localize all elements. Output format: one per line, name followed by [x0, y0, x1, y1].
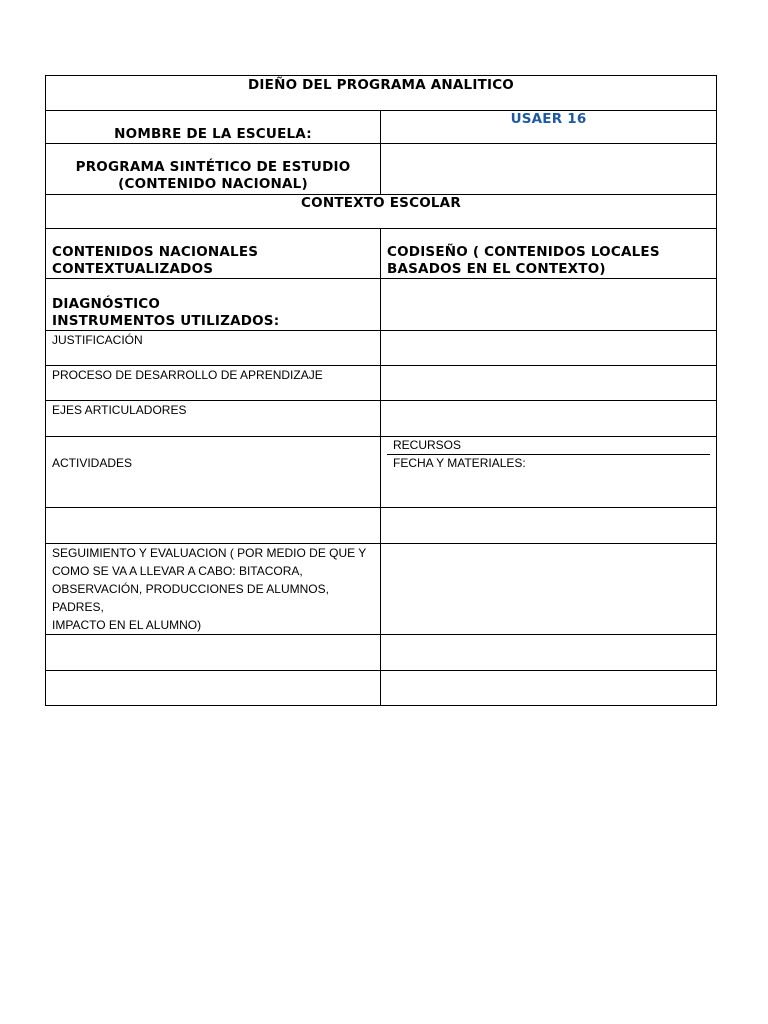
program-row	[46, 144, 717, 195]
codesign-header	[381, 229, 717, 279]
process-label-cell	[46, 366, 381, 401]
activities-label-cell	[46, 437, 381, 508]
justification-label-cell	[46, 331, 381, 366]
axes-label-cell	[46, 401, 381, 437]
analytic-program-form	[45, 75, 716, 706]
school-label-cell	[46, 111, 381, 144]
activities-row	[46, 437, 717, 508]
school-label: NOMBRE DE LA ESCUELA:	[114, 126, 312, 142]
context-heading-text: CONTEXTO ESCOLAR	[301, 195, 461, 211]
national-contents-line2: CONTEXTUALIZADOS	[52, 261, 214, 277]
school-value: USAER 16	[510, 111, 587, 127]
context-row	[46, 195, 717, 229]
program-label-line1: PROGRAMA SINTÉTICO DE ESTUDIO	[75, 159, 351, 175]
followup-line3: OBSERVACIÓN, PRODUCCIONES DE ALUMNOS, PADRES,	[52, 582, 329, 614]
justification-value-cell[interactable]	[381, 331, 717, 366]
diagnostic-line1: DIAGNÓSTICO	[52, 296, 161, 312]
diagnostic-row	[46, 279, 717, 331]
activities-label: ACTIVIDADES	[52, 456, 133, 470]
empty-cell-right-3[interactable]	[381, 671, 717, 706]
codesign-line1: CODISEÑO ( CONTENIDOS LOCALES	[387, 244, 660, 260]
codesign-line2: BASADOS EN EL CONTEXTO)	[387, 261, 606, 277]
followup-line4: IMPACTO EN EL ALUMNO)	[52, 618, 202, 632]
title-row	[46, 76, 717, 111]
national-contents-line1: CONTENIDOS NACIONALES	[52, 244, 259, 260]
resources-subcell[interactable]	[387, 437, 710, 455]
followup-label-cell	[46, 544, 381, 635]
diagnostic-value-cell[interactable]	[381, 279, 717, 331]
date-materials-label: FECHA Y MATERIALES:	[393, 456, 526, 470]
axes-value-cell[interactable]	[381, 401, 717, 437]
program-value-cell[interactable]	[381, 144, 717, 195]
empty-cell-left-1[interactable]	[46, 508, 381, 544]
empty-row-1	[46, 508, 717, 544]
program-label-line2: (CONTENIDO NACIONAL)	[118, 176, 308, 192]
school-value-cell[interactable]	[381, 111, 717, 144]
context-heading	[46, 195, 717, 229]
form-table	[45, 75, 717, 706]
followup-value-cell[interactable]	[381, 544, 717, 635]
program-label-cell	[46, 144, 381, 195]
empty-cell-right-2[interactable]	[381, 635, 717, 671]
empty-cell-left-2[interactable]	[46, 635, 381, 671]
justification-label: JUSTIFICACIÓN	[52, 333, 143, 347]
diagnostic-label-cell	[46, 279, 381, 331]
process-row	[46, 366, 717, 401]
axes-label: EJES ARTICULADORES	[52, 403, 187, 417]
form-title	[46, 76, 717, 111]
justification-row	[46, 331, 717, 366]
empty-cell-right-1[interactable]	[381, 508, 717, 544]
activities-right-cell	[381, 437, 717, 508]
followup-line1: SEGUIMIENTO Y EVALUACION ( POR MEDIO DE QUE Y	[52, 546, 367, 560]
followup-line2: COMO SE VA A LLEVAR A CABO: BITACORA,	[52, 564, 303, 578]
empty-row-2	[46, 635, 717, 671]
form-title-text: DIEÑO DEL PROGRAMA ANALITICO	[248, 77, 514, 93]
resources-label: RECURSOS	[393, 438, 462, 452]
process-value-cell[interactable]	[381, 366, 717, 401]
followup-row	[46, 544, 717, 635]
diagnostic-line2: INSTRUMENTOS UTILIZADOS:	[52, 313, 280, 329]
school-row	[46, 111, 717, 144]
empty-cell-left-3[interactable]	[46, 671, 381, 706]
national-contents-header	[46, 229, 381, 279]
date-materials-subcell[interactable]	[387, 455, 710, 507]
process-label: PROCESO DE DESARROLLO DE APRENDIZAJE	[52, 368, 323, 382]
empty-row-3	[46, 671, 717, 706]
axes-row	[46, 401, 717, 437]
content-headers-row	[46, 229, 717, 279]
